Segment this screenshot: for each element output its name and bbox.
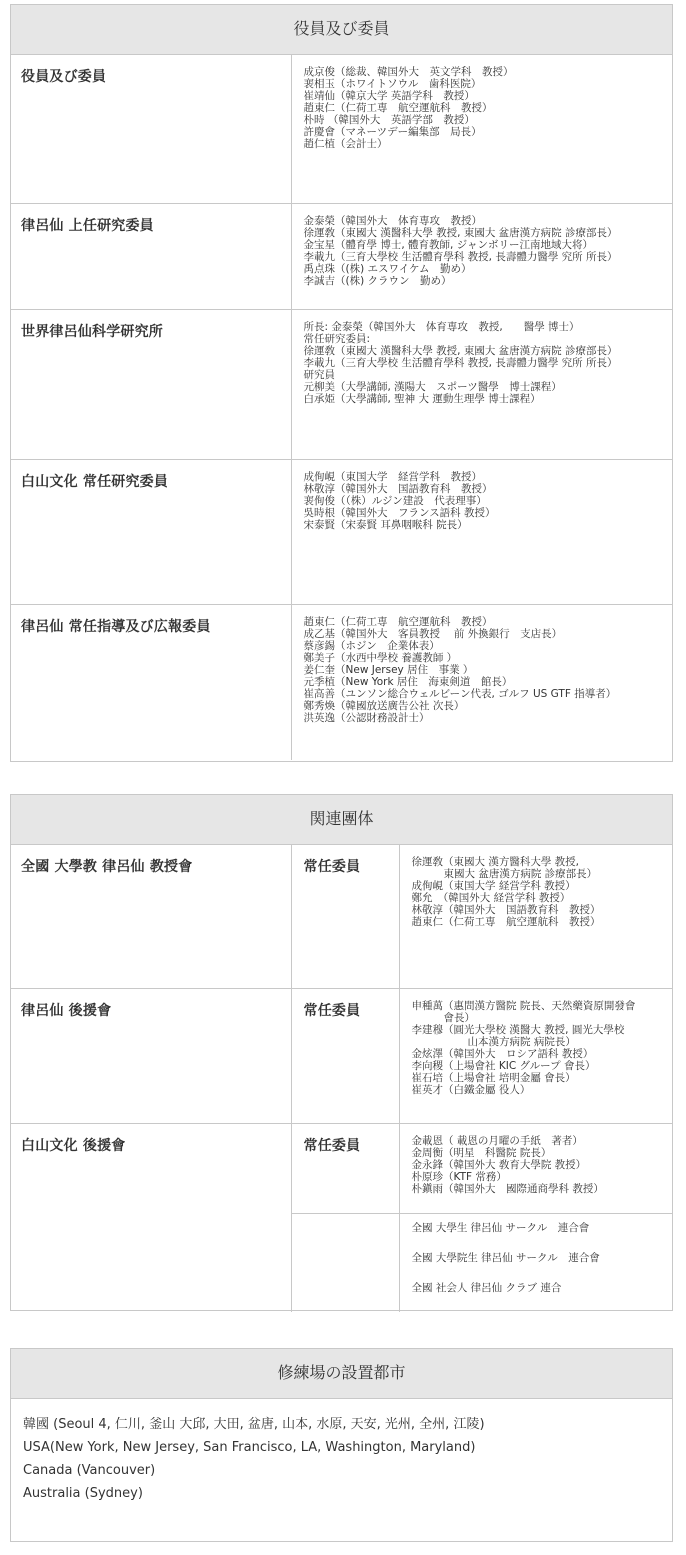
member-entry: 山本漢方病院 病院長） (467, 1035, 576, 1048)
related-row (11, 1123, 672, 1213)
officers-row (11, 55, 672, 203)
related-header (11, 795, 672, 845)
member-entry: 李向稷（上場會社 KIC グループ 會長） (411, 1059, 596, 1072)
officers-header (11, 5, 672, 55)
member-entry: 許慶會（マネーツデー編集部 局長） (303, 126, 482, 138)
member-entry: 禹点珠（(株) エスワイケム 勤め） (303, 262, 472, 275)
member-list (292, 605, 673, 724)
member-entry: 李載九（三育大學校 生活體育學科 教授, 長壽體力醫學 究所 所長） (303, 356, 618, 369)
cities-list (11, 1399, 672, 1505)
row-label: 律呂仙 常任指導及び広報委員 (11, 604, 291, 760)
officers-row (11, 203, 672, 309)
member-entry: 徐運敎（東國大 漢醫科大學 教授, 東國大 盆唐漢方病院 診療部長） (303, 344, 618, 357)
member-entry: 鄭允 （韓国外大 経営学科 教授） (411, 892, 571, 904)
city-line: 韓國 (Seoul 4, 仁川, 釜山 大邱, 大田, 盆唐, 山本, 水原, 天安, 光州, 全州, 江陵) (23, 1417, 485, 1432)
member-entry: 崔高善（ユンソン総合ウェルビーン代表, ゴルフ US GTF 指導者） (303, 687, 617, 700)
city-line: Canada (Vancouver) (23, 1463, 156, 1478)
federation-item: 全國 大學生 律呂仙 サークル 連合會 (411, 1221, 590, 1234)
member-entry: 崔英才（白鐵金屬 役人） (411, 1083, 531, 1096)
member-entry: 崔靖仙（韓京大学 英語学科 教授） (303, 90, 475, 102)
member-entry: 鄭美子（水西中學校 養護教師 ） (303, 651, 458, 664)
row-label: 律呂仙 上任研究委員 (11, 203, 291, 309)
member-entry: 金載恩（ 載恩の月曜の手紙 著者） (411, 1134, 583, 1147)
federation-list (400, 1214, 673, 1294)
member-entry: 趙東仁（仁荷工専 航空運航科 教授） (303, 615, 493, 628)
related-section (10, 794, 673, 1311)
row-label: 世界律呂仙科学研究所 (11, 309, 291, 459)
member-list (400, 845, 673, 928)
member-entry: 成侚峴（東国大学 経営学科 教授） (303, 470, 482, 483)
cities-header (11, 1349, 672, 1399)
related-row (11, 988, 672, 1123)
officers-row (11, 309, 672, 459)
related-title: 関連團体 (309, 809, 374, 828)
member-entry: 鄭秀煥（韓國放送廣告公社 次長） (303, 699, 465, 712)
row-label: 白山文化 常任研究委員 (11, 459, 291, 604)
member-entry: 朴鎭雨（韓国外大 國際通商學科 教授） (411, 1182, 604, 1195)
cities-section (10, 1348, 673, 1542)
role-label: 常任委員 (291, 845, 399, 988)
member-list (292, 460, 673, 531)
member-list (292, 55, 673, 150)
member-entry: 徐運敎（東國大 漢方醫科大學 教授, (411, 856, 580, 868)
city-line: Australia (Sydney) (23, 1486, 143, 1501)
member-entry: 常任研究委員: (303, 332, 371, 345)
member-entry: 林敬淳（韓国外大 国語教育科 教授） (411, 904, 601, 916)
member-entry: 申種萬（惠問漢方醫院 院長、天然藥資原開發會 (411, 999, 636, 1012)
member-entry: 姜仁奎（New Jersey 居住 事業 ） (303, 663, 474, 676)
member-list (400, 989, 673, 1096)
member-entry: 研究員 (303, 368, 335, 381)
member-entry: 宋泰賢（宋泰賢 耳鼻咽喉科 院長） (303, 518, 468, 531)
row-label: 律呂仙 後援會 (11, 988, 291, 1123)
federation-item: 全國 大學院生 律呂仙 サークル 連合會 (411, 1251, 600, 1264)
member-entry: 成侚峴（東国大学 経営学科 教授） (411, 880, 576, 892)
member-entry: 成乙基（韓国外大 客員教授 前 外換銀行 支店長） (303, 627, 563, 640)
member-entry: 趙仁植（会計士） (303, 138, 388, 150)
member-entry: 朴時 （韓国外大 英語学部 教授） (303, 114, 475, 126)
member-entry: 林敬淳（韓国外大 国語教育科 教授） (303, 482, 493, 495)
member-entry: 朴原珍（KTF 常務） (411, 1170, 507, 1183)
officers-table (11, 55, 672, 760)
cities-title: 修練場の設置都市 (277, 1363, 406, 1382)
officers-row (11, 459, 672, 604)
member-entry: 所長: 金泰榮（韓国外大 体育専攻 教授, 醫學 博士） (303, 320, 580, 333)
member-entry: 洪英逸（公認財務設計士） (303, 711, 430, 724)
row-label: 全國 大學教 律呂仙 教授會 (21, 859, 193, 875)
member-entry: 金永鋒（韓国外大 敎育大學院 教授） (411, 1158, 587, 1171)
row-label: 役員及び委員 (21, 69, 107, 85)
member-entry: 金宝星（體育學 博士, 體育教師, ジャンボリー江南地域大将） (303, 238, 593, 251)
federation-item: 全國 社会人 律呂仙 クラブ 連合 (411, 1281, 562, 1294)
member-entry: 東國大 盆唐漢方病院 診療部長） (443, 868, 598, 880)
officers-section (10, 4, 673, 762)
member-entry: 元季植（New York 居住 海東剣道 館長） (303, 675, 513, 688)
member-entry: 金炫澤（韓国外大 ロシア語科 教授） (411, 1047, 594, 1060)
related-row (11, 845, 672, 988)
member-entry: 李建穆（圓光大學校 漢醫大 教授, 圓光大學校 (411, 1023, 625, 1036)
member-entry: 崔石培（上場會社 培明金屬 會長） (411, 1071, 576, 1084)
member-entry: 吳時根（韓国外大 フランス語科 教授） (303, 506, 496, 519)
member-list (292, 310, 673, 405)
member-entry: 趙東仁（仁荷工専 航空運航科 教授） (411, 916, 601, 928)
member-entry: 徐運敎（東國大 漢醫科大學 教授, 東國大 盆唐漢方病院 診療部長） (303, 226, 618, 239)
member-entry: 趙東仁（仁荷工専 航空運航科 教授） (303, 102, 493, 114)
role-label: 常任委員 (291, 1123, 399, 1213)
city-line: USA(New York, New Jersey, San Francisco, LA, Washington, Maryland) (23, 1440, 476, 1455)
member-entry: 李誠吉（(株) クラウン 勤め） (303, 274, 452, 287)
row-label: 白山文化 後援會 (11, 1123, 291, 1312)
member-entry: 李載九（三育大學校 生活體育學科 教授, 長壽體力醫學 究所 所長） (303, 250, 618, 263)
related-table (11, 845, 672, 1312)
member-entry: 裵侚俊（（株）ルジン建設 代表理事） (303, 494, 487, 507)
officers-row (11, 604, 672, 760)
member-entry: 金周衡（明星 科醫院 院長） (411, 1146, 552, 1159)
member-entry: 蔡彦錫（ホジン 企業体表） (303, 639, 440, 652)
member-entry: 元柳美（大學講師, 漢陽大 スポーツ醫學 博士課程） (303, 380, 562, 393)
officers-title: 役員及び委員 (293, 19, 390, 38)
member-list (292, 204, 673, 287)
role-label: 常任委員 (291, 988, 399, 1123)
member-entry: 白承姫（大學講師, 聖神 大 運動生理學 博士課程） (303, 392, 541, 405)
member-entry: 金泰榮（韓国外大 体育専攻 教授） (303, 214, 482, 227)
member-list (400, 1124, 673, 1195)
member-entry: 成京俊（総裁、韓国外大 英文学科 教授） (303, 66, 514, 78)
member-entry: 會長） (443, 1011, 475, 1024)
member-entry: 裵相玉（ホワイトソウル 歯科医院） (303, 78, 482, 90)
